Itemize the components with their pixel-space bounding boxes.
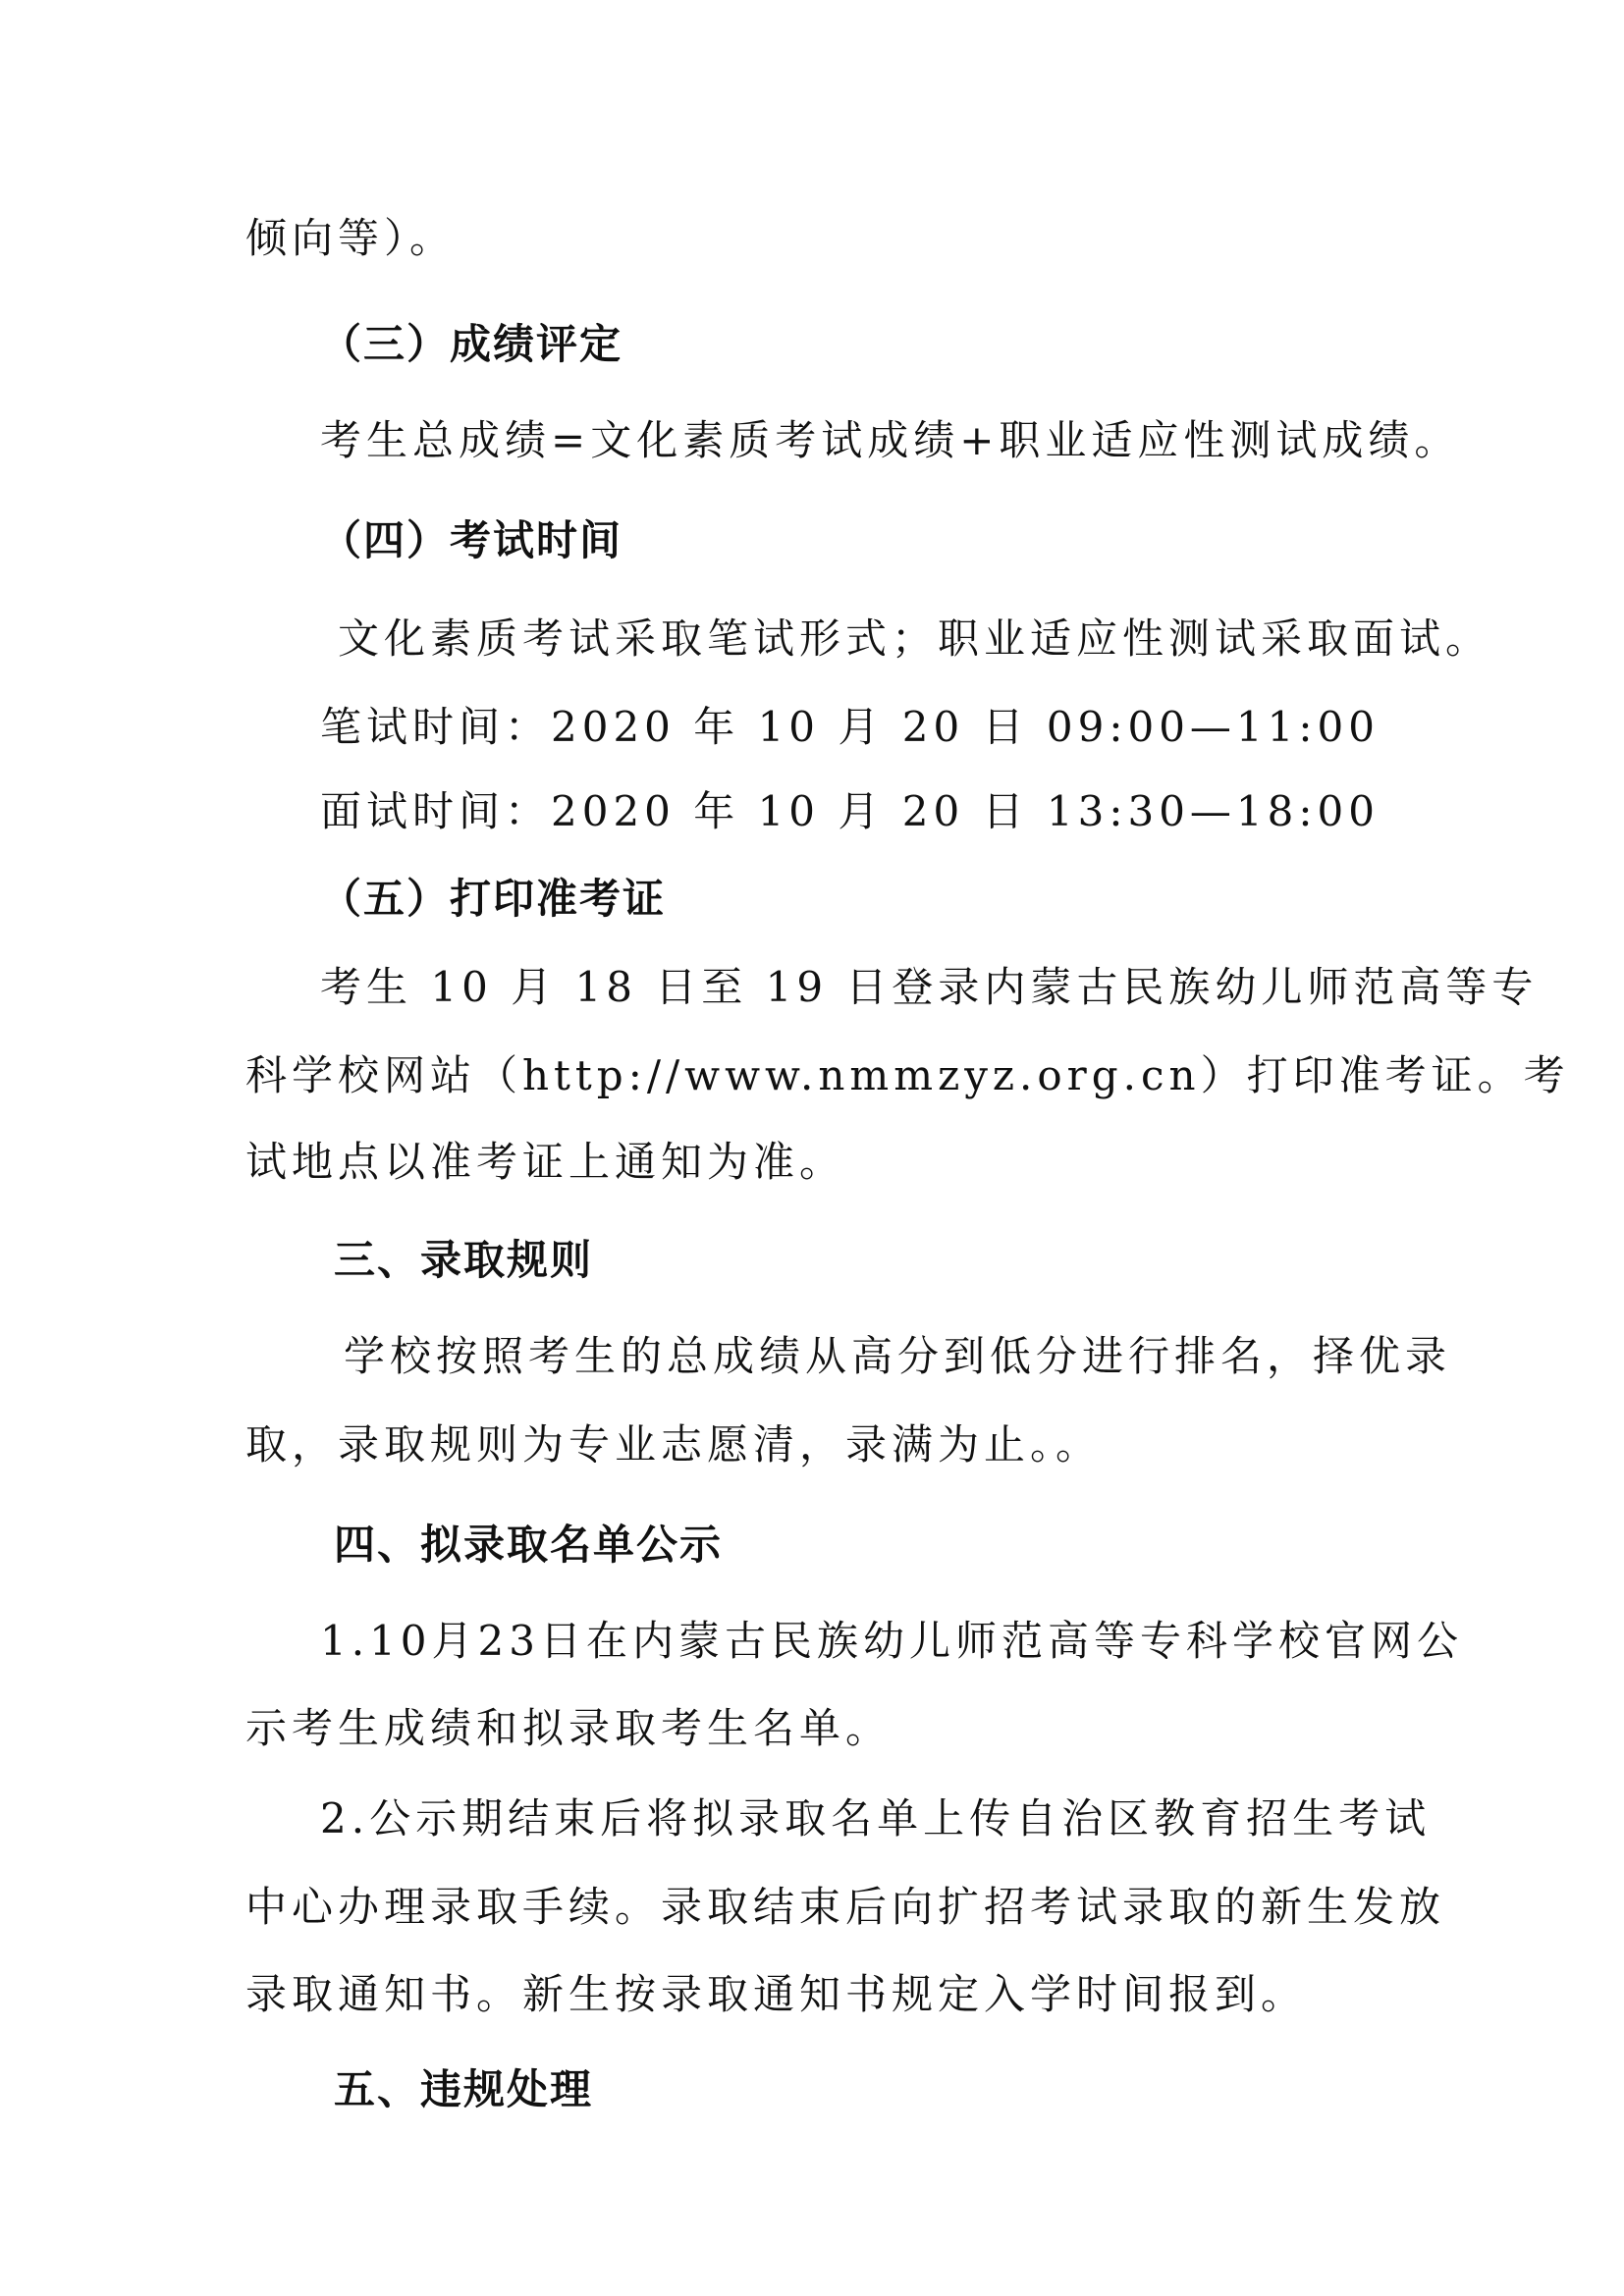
text-line-score-formula: 考生总成绩=文化素质考试成绩+职业适应性测试成绩。 [320, 416, 1461, 464]
section-heading-admission-ticket: （五）打印准考证 [320, 875, 667, 923]
text-line-publicity-item-1-cont: 示考生成绩和拟录取考生名单。 [245, 1704, 893, 1752]
text-line-publicity-item-2-cont: 中心办理录取手续。录取结束后向扩招考试录取的新生发放 [245, 1883, 1446, 1931]
text-line-publicity-item-1: 1.10月23日在内蒙古民族幼儿师范高等专科学校官网公 [320, 1617, 1463, 1665]
section-heading-score-evaluation: （三）成绩评定 [320, 320, 623, 368]
text-line-interview-time: 面试时间：2020 年 10 月 20 日 13:30—18:00 [320, 787, 1380, 835]
section-heading-violations: 五、违规处理 [334, 2065, 594, 2113]
text-line-publicity-item-2-cont2: 录取通知书。新生按录取通知书规定入学时间报到。 [245, 1970, 1308, 2018]
section-heading-admission-rules: 三、录取规则 [334, 1236, 594, 1284]
text-line-exam-format: 文化素质考试采取笔试形式；职业适应性测试采取面试。 [338, 614, 1492, 663]
text-line-written-exam-time: 笔试时间：2020 年 10 月 20 日 09:00—11:00 [320, 703, 1380, 751]
text-line-ticket-dates: 考生 10 月 18 日至 19 日登录内蒙古民族幼儿师范高等专 [320, 963, 1539, 1011]
text-line-admission-rule: 取，录取规则为专业志愿清，录满为止。。 [245, 1420, 1103, 1468]
text-line-ranking-rule: 学校按照考生的总成绩从高分到低分进行排名，择优录 [344, 1332, 1452, 1380]
text-line-exam-location: 试地点以准考证上通知为准。 [245, 1138, 846, 1186]
section-heading-exam-time: （四）考试时间 [320, 516, 623, 564]
text-line-continuation: 倾向等）。 [245, 214, 457, 262]
text-line-ticket-website: 科学校网站（http://www.nmmzyz.org.cn）打印准考证。考 [245, 1051, 1570, 1099]
text-line-publicity-item-2: 2.公示期结束后将拟录取名单上传自治区教育招生考试 [320, 1794, 1432, 1842]
section-heading-publicity: 四、拟录取名单公示 [334, 1521, 724, 1569]
